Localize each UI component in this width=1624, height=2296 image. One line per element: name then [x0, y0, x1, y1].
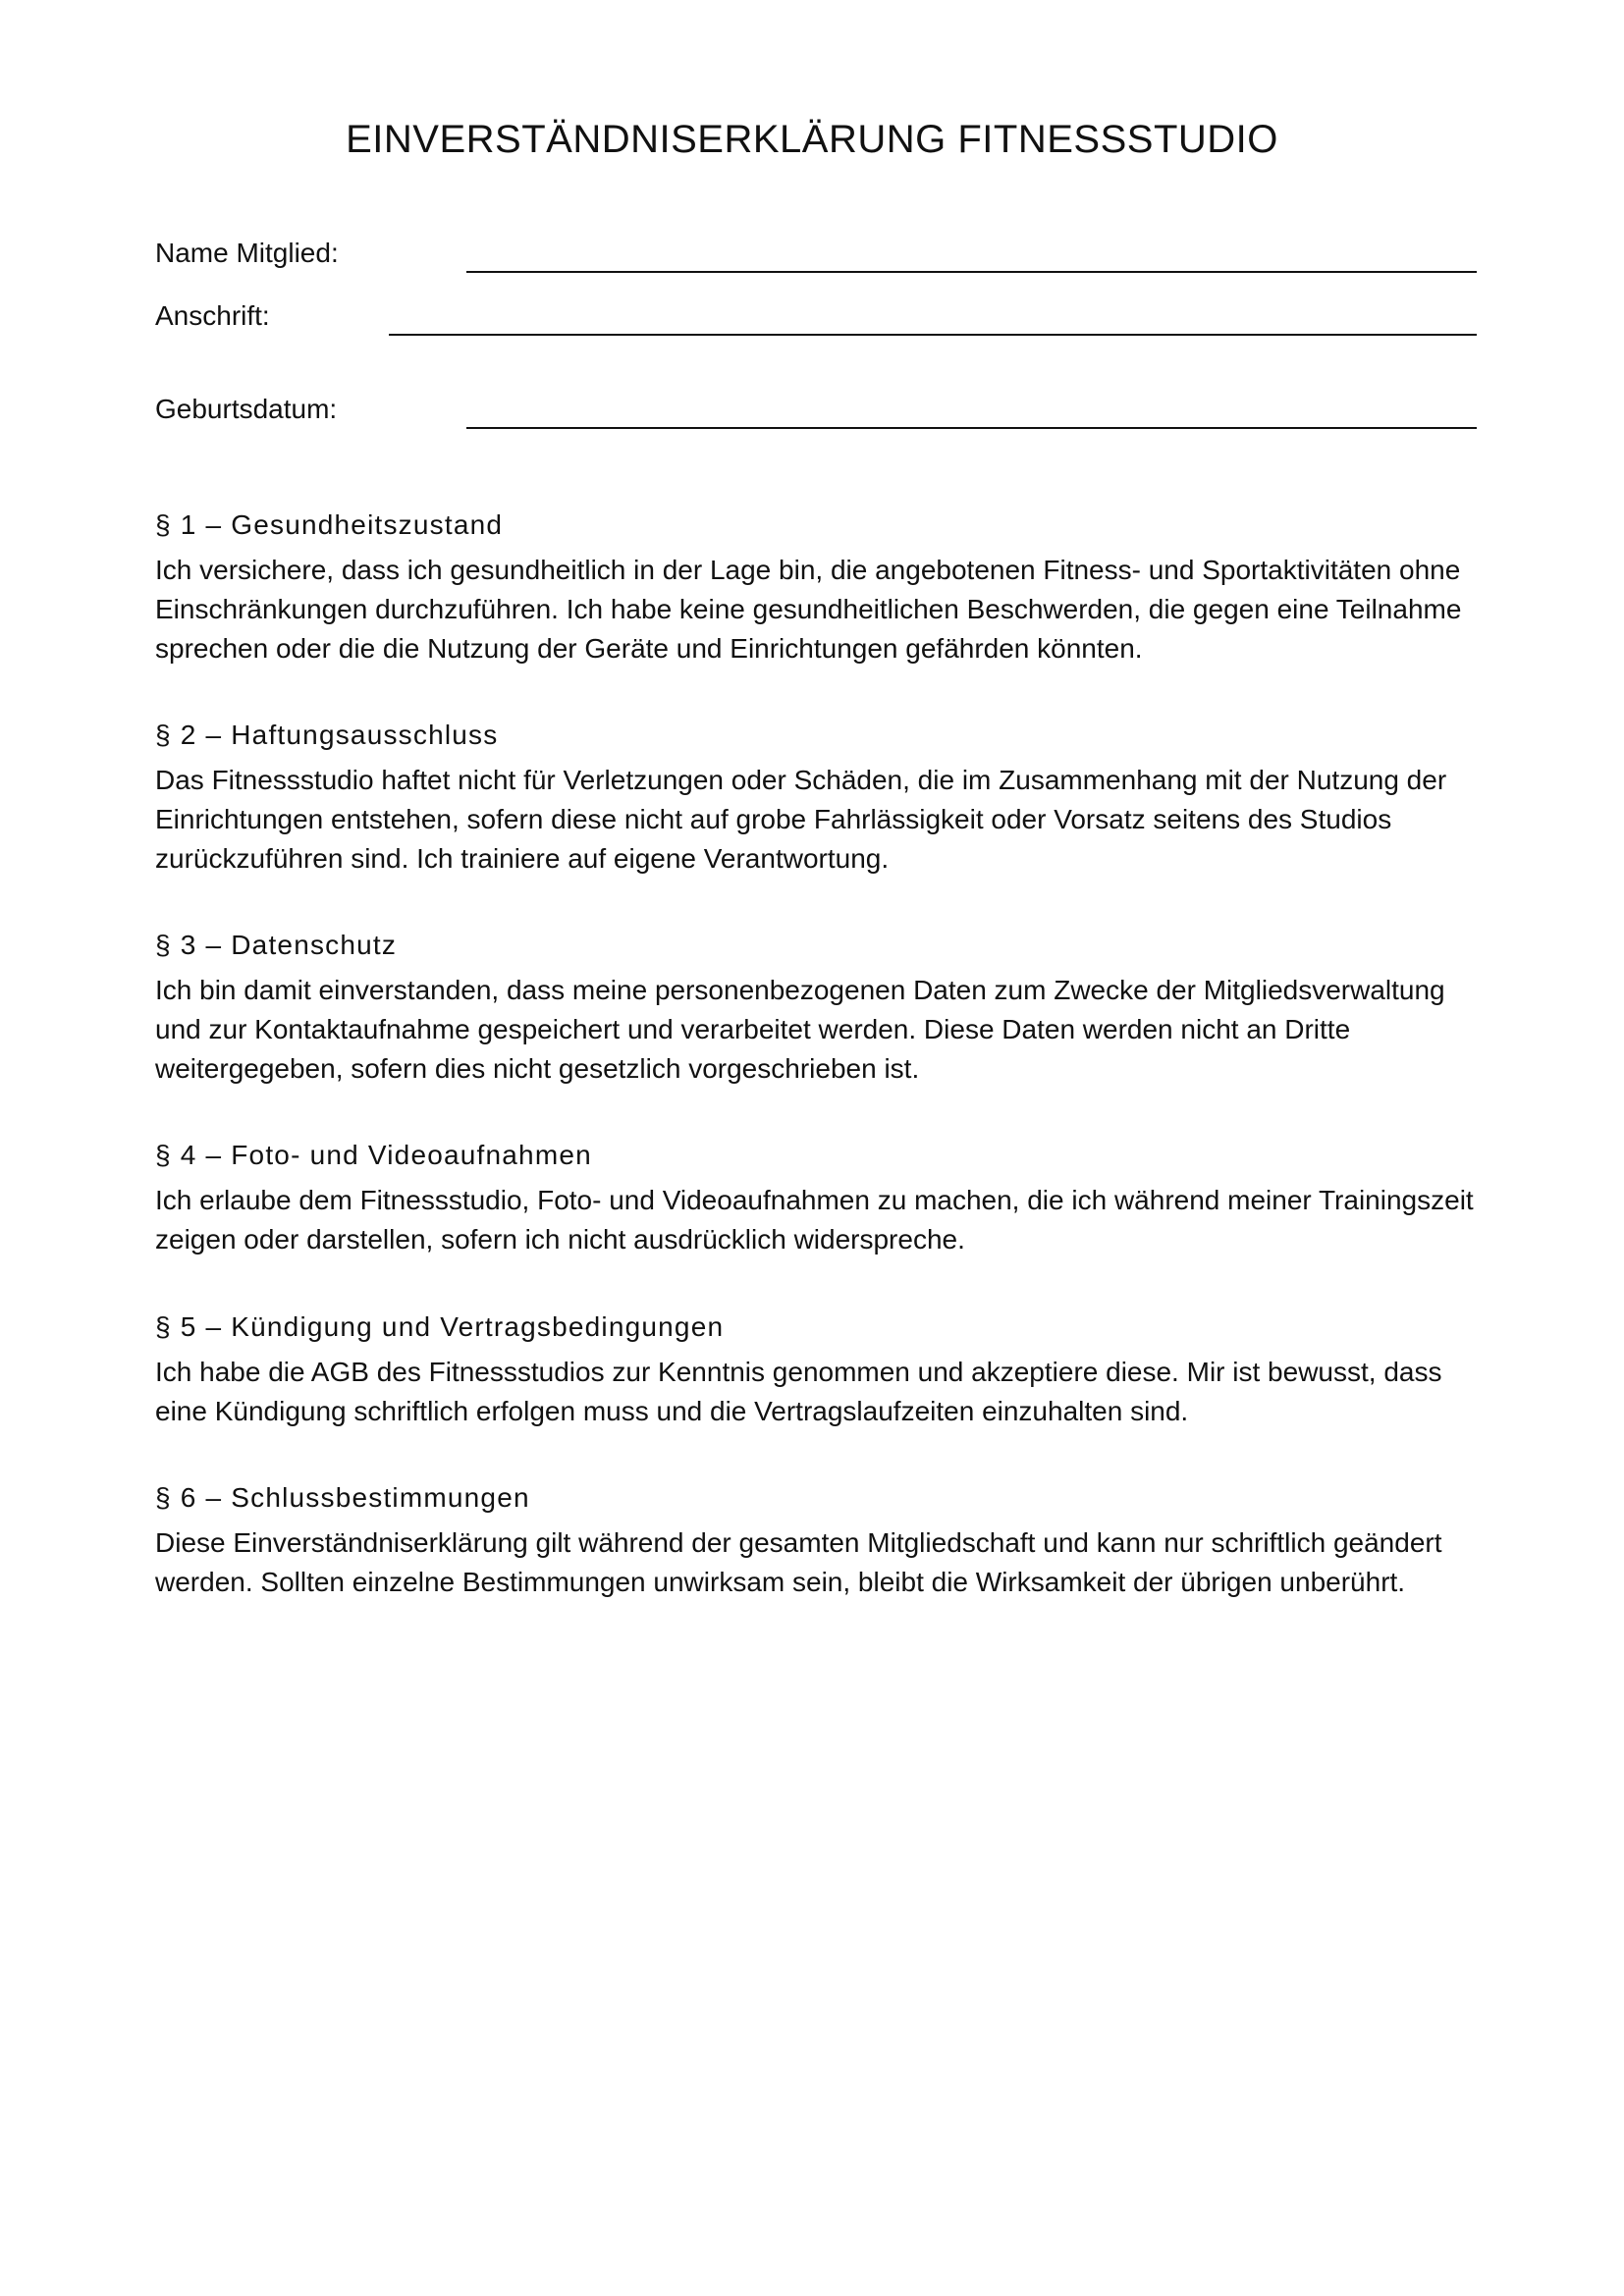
member-name-line[interactable] [466, 271, 1477, 273]
birthdate-field [155, 394, 1477, 453]
section-heading: § 2 – Haftungsausschluss [155, 720, 499, 750]
section-body: Ich habe die AGB des Fitnessstudios zur Kenntnis genommen und akzeptiere diese. Mir ist bewusst, dass eine Kündigung schriftlich erfolgen muss und die Vertragslaufzeiten einzuhalten sind. [155, 1357, 1442, 1426]
member-name-field [155, 238, 1477, 296]
section-5 [155, 1311, 1481, 1431]
section-body: Das Fitnessstudio haftet nicht für Verletzungen oder Schäden, die im Zusammenhang mit der Nutzung der Einrichtungen entstehen, sofern diese nicht auf grobe Fahrlässigkeit oder Vorsatz seitens des Studios zurückzuführen sind. Ich trainiere auf eigene Verantwortung. [155, 765, 1447, 874]
section-body: Diese Einverständniserklärung gilt während der gesamten Mitgliedschaft und kann nur schriftlich geändert werden. Sollten einzelne Bestimmungen unwirksam sein, bleibt die Wirksamkeit der übrigen unberührt. [155, 1527, 1442, 1597]
birthdate-label: Geburtsdatum: [155, 394, 338, 424]
section-heading: § 5 – Kündigung und Vertragsbedingungen [155, 1311, 725, 1342]
address-label: Anschrift: [155, 300, 270, 331]
section-heading: § 6 – Schlussbestimmungen [155, 1482, 530, 1513]
section-1 [155, 509, 1481, 668]
document-title: EINVERSTÄNDNISERKLÄRUNG FITNESSSTUDIO [346, 118, 1278, 161]
section-body: Ich versichere, dass ich gesundheitlich in der Lage bin, die angebotenen Fitness- und Sportaktivitäten ohne Einschränkungen durchzuführen. Ich habe keine gesundheitlichen Beschwerden, die gegen eine Teilnahme sprechen oder die die Nutzung der Geräte und Einrichtungen gefährden könnten. [155, 555, 1462, 664]
birthdate-line[interactable] [466, 427, 1477, 429]
member-name-label: Name Mitglied: [155, 238, 339, 268]
section-heading: § 4 – Foto- und Videoaufnahmen [155, 1140, 592, 1170]
section-body: Ich erlaube dem Fitnessstudio, Foto- und Videoaufnahmen zu machen, die ich während meiner Trainingszeit zeigen oder darstellen, sofern ich nicht ausdrücklich widerspreche. [155, 1185, 1474, 1255]
section-6 [155, 1482, 1481, 1602]
section-3 [155, 930, 1481, 1089]
section-heading: § 3 – Datenschutz [155, 930, 398, 960]
address-line[interactable] [389, 334, 1477, 336]
section-4 [155, 1140, 1481, 1259]
section-heading: § 1 – Gesundheitszustand [155, 509, 504, 540]
address-field [155, 300, 1477, 359]
section-2 [155, 720, 1481, 879]
section-body: Ich bin damit einverstanden, dass meine personenbezogenen Daten zum Zwecke der Mitgliedsverwaltung und zur Kontaktaufnahme gespeichert und verarbeitet werden. Diese Daten werden nicht an Dritte weitergegeben, sofern dies nicht gesetzlich vorgeschrieben ist. [155, 975, 1445, 1084]
